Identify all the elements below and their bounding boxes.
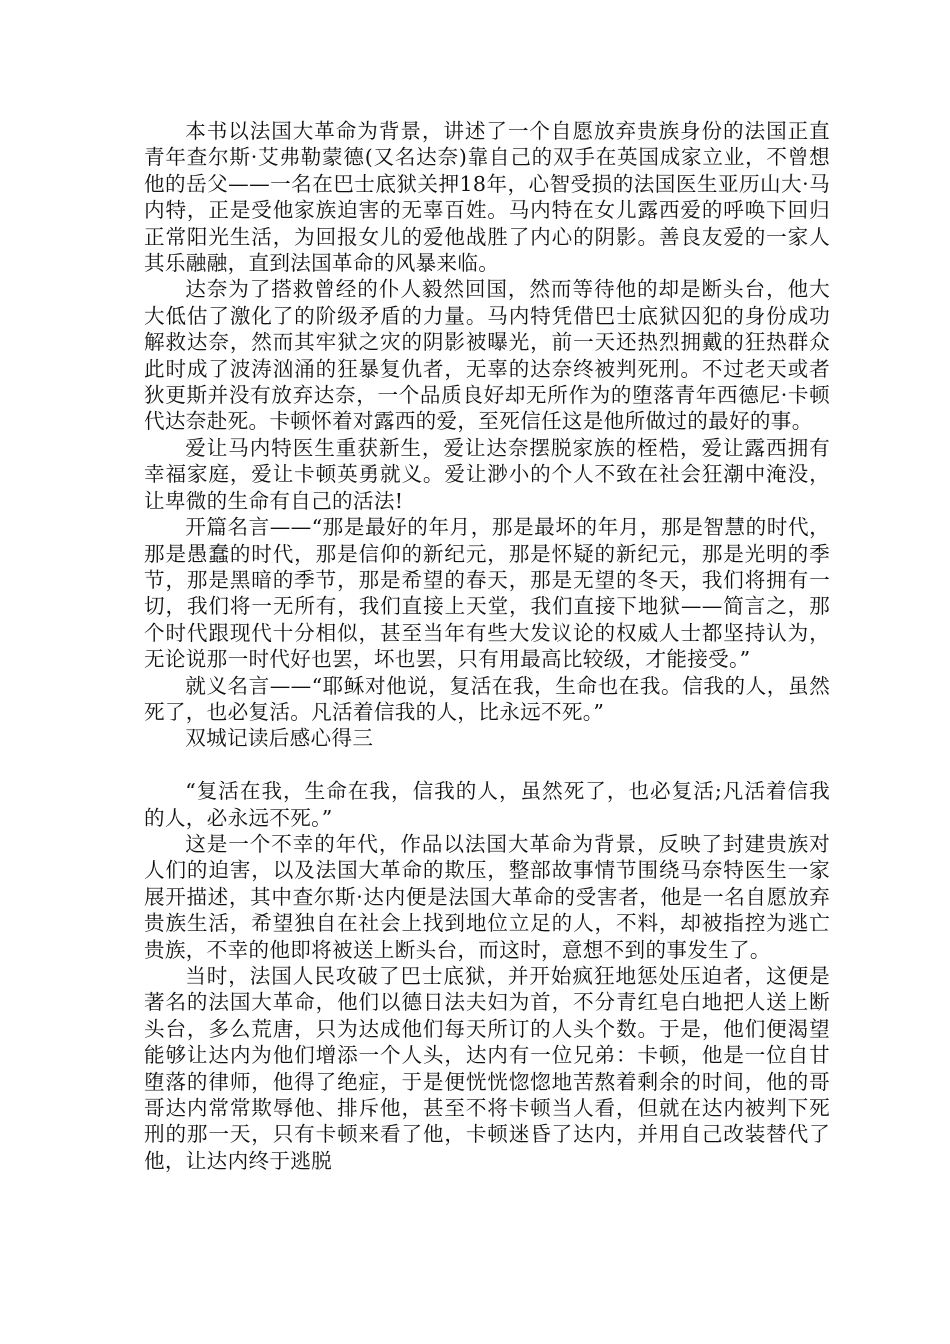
paragraph-closing-quote: 就义名言——“耶稣对他说，复活在我，生命也在我。信我的人，虽然死了，也必复活。凡活着信我的人，比永远不死。” xyxy=(144,673,830,724)
blank-line xyxy=(144,752,830,778)
paragraph-unfortunate-era: 这是一个不幸的年代，作品以法国大革命为背景，反映了封建贵族对人们的迫害，以及法国大革命的欺压，整部故事情节围绕马奈特医生一家展开描述，其中查尔斯·达内便是法国大革命的受害者，他是一名自愿放弃贵族生活，希望独自在社会上找到地位立足的人，不料，却被指控为逃亡贵族，不幸的他即将被送上断头台，而这时，意想不到的事发生了。 xyxy=(144,831,830,962)
paragraph-opening-quote: 开篇名言——“那是最好的年月，那是最坏的年月，那是智慧的时代，那是愚蠢的时代，那是信仰的新纪元，那是怀疑的新纪元，那是光明的季节，那是黑暗的季节，那是希望的春天，那是无望的冬天，我们将拥有一切，我们将一无所有，我们直接上天堂，我们直接下地狱——简言之，那个时代跟现代十分相似，甚至当年有些大发议论的权威人士都坚持认为，无论说那一时代好也罢，坏也罢，只有用最高比较级，才能接受。” xyxy=(144,515,830,672)
section-heading: 双城记读后感心得三 xyxy=(185,726,374,751)
document-body xyxy=(144,118,830,1174)
paragraph-intro: 本书以法国大革命为背景，讲述了一个自愿放弃贵族身份的法国正直青年查尔斯·艾弗勒蒙德(又名达奈)靠自己的双手在英国成家立业，不曾想他的岳父——一名在巴士底狱关押18年，心智受损的法国医生亚历山大·马内特，正是受他家族迫害的无辜百姓。马内特在女儿露西爱的呼唤下回归正常阳光生活，为回报女儿的爱他战胜了内心的阴影。善良友爱的一家人其乐融融，直到法国革命的风暴来临。 xyxy=(144,119,830,276)
paragraph-darnay-return: 达奈为了搭救曾经的仆人毅然回国，然而等待他的却是断头台，他大大低估了激化了的阶级矛盾的力量。马内特凭借巴士底狱囚犯的身份成功解救达奈，然而其牢狱之灾的阴影被曝光，前一天还热烈拥戴的狂热群众此时成了波涛汹涌的狂暴复仇者，无辜的达奈终被判死刑。不过老天或者狄更斯并没有放弃达奈，一个品质良好却无所作为的堕落青年西德尼·卡顿代达奈赴死。卡顿怀着对露西的爱，至死信任这是他所做过的最好的事。 xyxy=(144,277,830,434)
paragraph-bastille: 当时，法国人民攻破了巴士底狱，并开始疯狂地惩处压迫者，这便是著名的法国大革命，他们以德日法夫妇为首，不分青红皂白地把人送上断头台，多么荒唐，只为达成他们每天所订的人头个数。于是，他们便渴望能够让达内为他们增添一个人头，达内有一位兄弟：卡顿，他是一位自甘堕落的律师，他得了绝症，于是便恍恍惚惚地苦熬着剩余的时间，他的哥哥达内常常欺辱他、排斥他，甚至不将卡顿当人看，但就在达内被判下死刑的那一天，只有卡顿来看了他，卡顿迷昏了达内，并用自己改装替代了他，让达内终于逃脱 xyxy=(144,963,830,1173)
paragraph-love: 爱让马内特医生重获新生，爱让达奈摆脱家族的桎梏，爱让露西拥有幸福家庭，爱让卡顿英勇就义。爱让渺小的个人不致在社会狂潮中淹没，让卑微的生命有自己的活法! xyxy=(144,435,830,513)
paragraph-resurrection-quote: “复活在我，生命在我，信我的人，虽然死了，也必复活;凡活着信我的人，必永远不死。” xyxy=(144,779,830,830)
